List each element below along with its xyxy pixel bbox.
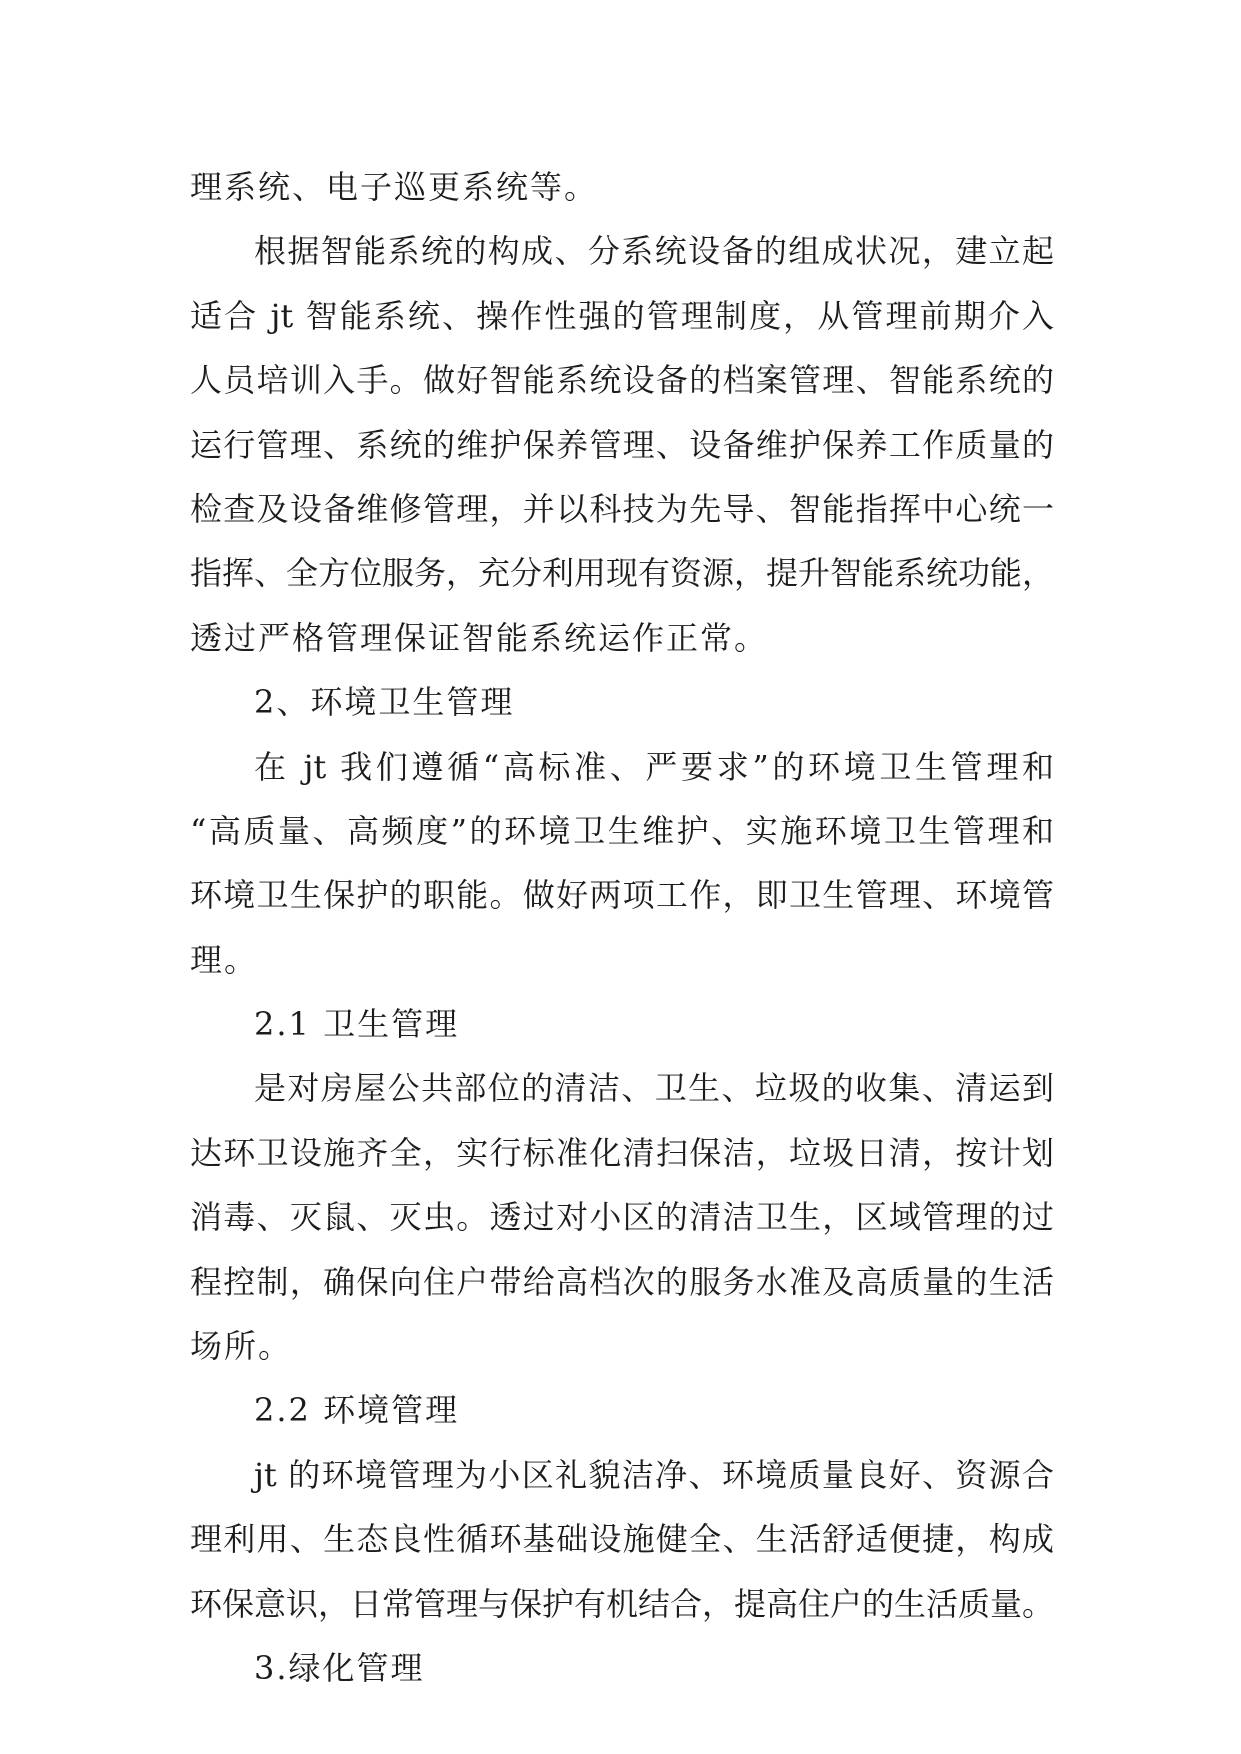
paragraph-line: 适合 jt 智能系统、操作性强的管理制度，从管理前期介入 [190,296,1054,335]
paragraph-line: 消毒、灭鼠、灭虫。透过对小区的清洁卫生，区域管理的过 [190,1198,1054,1237]
paragraph-line: 场所。 [190,1327,293,1366]
section-heading: 2、环境卫生管理 [254,683,515,722]
paragraph-line: 理系统、电子巡更系统等。 [190,168,599,206]
paragraph-line: 达环卫设施齐全，实行标准化清扫保洁，垃圾日清，按计划 [190,1133,1054,1172]
section-heading: 2.1 卫生管理 [254,1005,460,1044]
paragraph-line: 程控制，确保向住户带给高档次的服务水准及高质量的生活 [190,1262,1054,1301]
section-heading: 3.绿化管理 [254,1648,425,1687]
paragraph-line: 是对房屋公共部位的清洁、卫生、垃圾的收集、清运到 [254,1069,1054,1108]
paragraph-line: 根据智能系统的构成、分系统设备的组成状况，建立起 [254,232,1054,271]
section-heading: 2.2 环境管理 [254,1391,460,1430]
paragraph-line: 环境卫生保护的职能。做好两项工作，即卫生管理、环境管 [190,876,1054,915]
paragraph-line: 环保意识，日常管理与保护有机结合，提高住户的生活质量。 [190,1584,1055,1623]
paragraph-line: 人员培训入手。做好智能系统设备的档案管理、智能系统的 [190,361,1054,400]
paragraph-line: 指挥、全方位服务，充分利用现有资源，提升智能系统功能， [190,554,1055,593]
paragraph-line: 运行管理、系统的维护保养管理、设备维护保养工作质量的 [190,425,1054,464]
paragraph-line: 在 jt 我们遵循“高标准、严要求”的环境卫生管理和 [254,747,1054,786]
paragraph-line: 检查及设备维修管理，并以科技为先导、智能指挥中心统一 [190,489,1054,528]
paragraph-line: 透过严格管理保证智能系统运作正常。 [190,618,769,657]
document-body [190,155,1054,1700]
paragraph-line: 理利用、生态良性循环基础设施健全、生活舒适便捷，构成 [190,1520,1054,1559]
paragraph-line: 理。 [190,940,259,979]
paragraph-line: “高质量、高频度”的环境卫生维护、实施环境卫生管理和 [190,811,1054,850]
paragraph-line: jt 的环境管理为小区礼貌洁净、环境质量良好、资源合 [254,1455,1054,1494]
